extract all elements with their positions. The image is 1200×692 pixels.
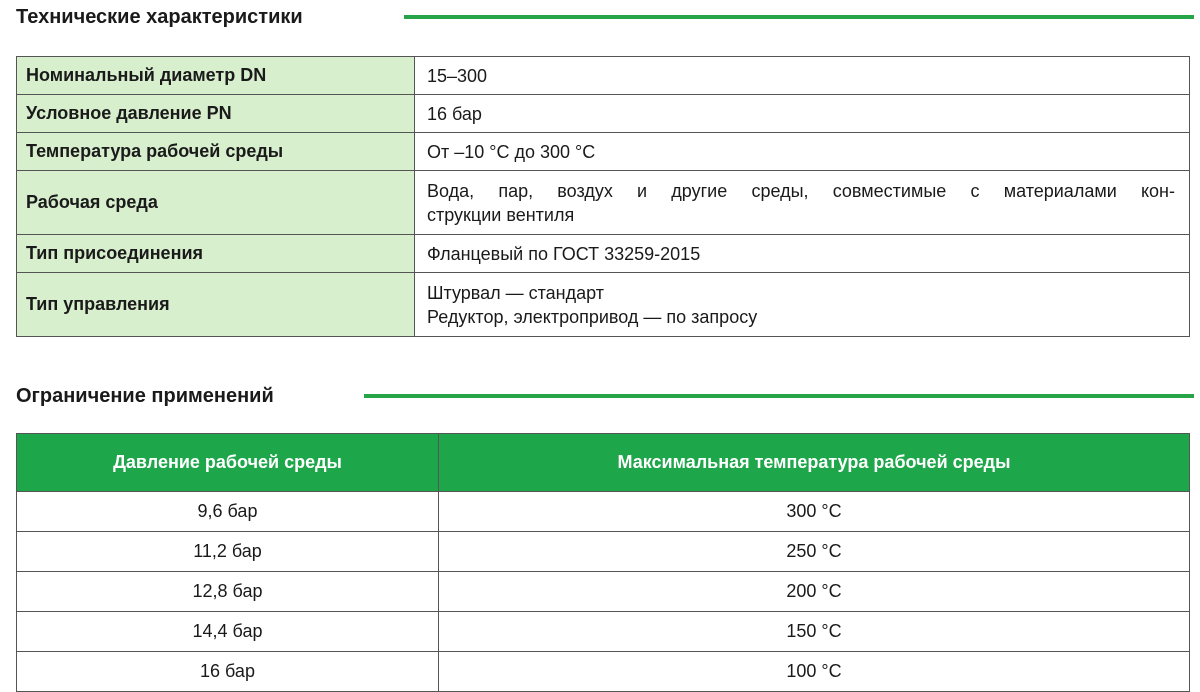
- spec-label: Температура рабочей среды: [17, 133, 415, 171]
- table-row: [17, 273, 1190, 337]
- section-divider-limits: [364, 394, 1194, 398]
- section-title-specs: Технические характеристики: [16, 6, 303, 28]
- specs-table: [16, 56, 1190, 337]
- table-row: [17, 652, 1190, 692]
- column-header-max-temperature: Максимальная температура рабочей среды: [439, 434, 1190, 492]
- spec-label: Тип управления: [17, 273, 415, 337]
- section-title-limits: Ограничение применений: [16, 385, 274, 407]
- spec-label: Условное давление PN: [17, 95, 415, 133]
- table-row: [17, 612, 1190, 652]
- spec-value: От –10 °C до 300 °C: [415, 133, 1190, 171]
- temperature-cell: 250 °C: [439, 532, 1190, 572]
- spec-value: 15–300: [415, 57, 1190, 95]
- spec-label: Номинальный диаметр DN: [17, 57, 415, 95]
- temperature-cell: 200 °C: [439, 572, 1190, 612]
- pressure-cell: 12,8 бар: [17, 572, 439, 612]
- pressure-cell: 11,2 бар: [17, 532, 439, 572]
- column-header-pressure: Давление рабочей среды: [17, 434, 439, 492]
- table-row: [17, 57, 1190, 95]
- spec-label: Рабочая среда: [17, 171, 415, 235]
- table-row: [17, 133, 1190, 171]
- temperature-cell: 100 °C: [439, 652, 1190, 692]
- pressure-cell: 16 бар: [17, 652, 439, 692]
- table-row: [17, 171, 1190, 235]
- temperature-cell: 150 °C: [439, 612, 1190, 652]
- section-divider-specs: [404, 15, 1194, 19]
- table-row: [17, 492, 1190, 532]
- table-row: [17, 95, 1190, 133]
- table-row: [17, 572, 1190, 612]
- table-header-row: [17, 434, 1190, 492]
- pressure-cell: 14,4 бар: [17, 612, 439, 652]
- spec-value: Вода, пар, воздух и другие среды, совместимые с материалами кон- струкции вентиля: [415, 171, 1190, 235]
- table-row: [17, 532, 1190, 572]
- limits-table: [16, 433, 1190, 692]
- spec-label: Тип присоединения: [17, 235, 415, 273]
- temperature-cell: 300 °C: [439, 492, 1190, 532]
- spec-value: Фланцевый по ГОСТ 33259-2015: [415, 235, 1190, 273]
- table-row: [17, 235, 1190, 273]
- spec-value: 16 бар: [415, 95, 1190, 133]
- spec-value: Штурвал — стандарт Редуктор, электропривод — по запросу: [415, 273, 1190, 337]
- pressure-cell: 9,6 бар: [17, 492, 439, 532]
